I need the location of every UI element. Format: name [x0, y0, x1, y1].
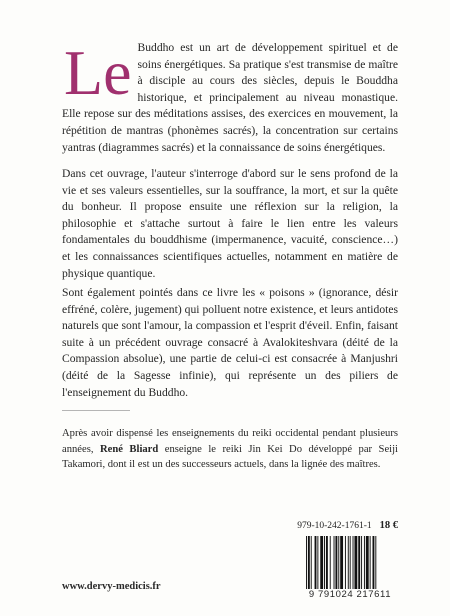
barcode-bar	[317, 536, 318, 590]
barcode-bar	[361, 536, 362, 590]
barcode-bar	[345, 536, 346, 590]
price: 18 €	[379, 520, 398, 531]
barcode-bar	[348, 536, 349, 590]
barcode-bar	[311, 536, 312, 590]
barcode-bar	[315, 536, 317, 590]
barcode-bar	[353, 536, 354, 590]
barcode-bar	[350, 536, 351, 590]
barcode-bar	[335, 536, 337, 590]
section-divider	[62, 410, 130, 411]
author-bio-intro: Après avoir dispensé les enseignements du reiki occidental pendant plusieurs années,	[62, 428, 398, 455]
intro-paragraph-text: Buddho est un art de développement spirituel et de soins énergétiques. Sa pratique s'est transmise de maître à disciple au cours des siècles, depuis le Bouddha historique, et principalement au niveau monastique. Elle repose sur des méditations assises, des exercices en mouvement, la répétition de mantras (phonèmes sacrés), la concentration sur certains yantras (diagrammes sacrés) et la connaissance de soins énergétiques.	[62, 41, 398, 154]
author-name: René Bliard	[99, 443, 159, 455]
barcode-bar	[308, 536, 310, 596]
barcode-bar	[358, 536, 360, 590]
author-bio-rest: enseigne le reiki Jin Kei Do développé par Seiji Takamori, dont il est un des successeurs actuels, dans la lignée des maîtres.	[62, 443, 398, 471]
barcode-bar	[326, 536, 328, 590]
isbn-number: 979-10-242-1761-1	[297, 521, 372, 531]
barcode-bar	[370, 536, 371, 590]
publisher-website: www.dervy-medicis.fr	[62, 581, 161, 592]
barcode-bar	[375, 536, 376, 596]
intro-paragraph	[62, 37, 398, 156]
isbn-barcode	[298, 536, 402, 604]
barcode-bar	[354, 536, 357, 590]
barcode-bar	[373, 536, 375, 590]
barcode-bar	[340, 536, 343, 596]
content-paragraph: Dans cet ouvrage, l'auteur s'interroge d'abord sur le sens profond de la vie et ses valeurs essentielles, sur la souffrance, la mort, et sur la quête du bonheur. Il propose ensuite une réflexion sur la religion, la philosophie et s'attache surtout à faire le lien entre les valeurs fondamentales du bouddhisme (impermanence, vacuité, conscience…) et les connaissances scientifiques actuelles, notamment en matière de physique quantique.	[62, 167, 398, 280]
author-bio	[62, 426, 398, 473]
barcode-bar	[364, 536, 365, 590]
barcode-bar	[320, 536, 323, 590]
isbn-price-line	[297, 520, 398, 531]
barcode-bar	[324, 536, 325, 590]
drop-cap: Le	[64, 37, 132, 108]
barcode-bar	[338, 536, 339, 590]
barcode-digits: 9 791024 217611	[298, 589, 402, 601]
poisons-paragraph: Sont également pointés dans ce livre les « poisons » (ignorance, désir effréné, colère, jugement) qui polluent notre existence, et leurs antidotes naturels que sont l'amour, la compassion et l'esprit d'éveil. Enfin, faisant suite à un précédent ouvrage consacré à Avalokiteshvara (déité de la Compassion absolue), une partie de celui-ci est consacrée à Manjushri (déité de la Sagesse infinie), qui représente un des piliers de l'enseignement du Buddho.	[62, 286, 398, 399]
barcode-bar	[366, 536, 369, 590]
barcode-bar	[306, 536, 307, 596]
barcode-bar	[334, 536, 335, 590]
barcode-bar	[330, 536, 331, 590]
